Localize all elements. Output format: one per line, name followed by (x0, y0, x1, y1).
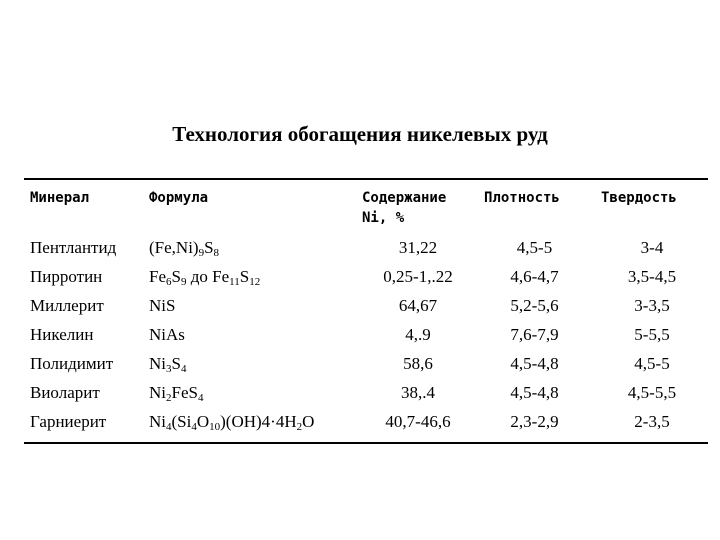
mineral-formula: $Ni_3S_4$ (149, 354, 187, 375)
ni-content: 40,7-46,6 (385, 412, 451, 431)
mineral-formula: NiAs (149, 325, 185, 344)
mineral-name: Пирротин (30, 267, 103, 286)
mineral-formula: NiS (149, 296, 176, 315)
density-value: 4,5-5 (516, 238, 553, 257)
hardness-value: 4,5-5 (634, 354, 670, 373)
header-mineral: Минерал (30, 190, 90, 206)
header-hardness: Твердость (601, 190, 677, 206)
mineral-name: Гарниерит (30, 412, 107, 431)
mineral-formula: $Ni_4(Si_4O_{10})(OH)4\cdot 4H_2O$ (149, 412, 315, 433)
mineral-formula: $Ni_2FeS_4$ (149, 383, 204, 404)
ni-content: 31,22 (398, 238, 438, 257)
mineral-name: Никелин (30, 325, 94, 344)
header-content: Содержание (362, 190, 447, 206)
page-title: Технология обогащения никелевых руд (172, 122, 548, 146)
density-value: 4,6-4,7 (510, 267, 559, 286)
ni-content: 38,.4 (401, 383, 435, 402)
ni-content: 58,6 (403, 354, 433, 373)
mineral-formula: $(Fe,Ni)_9S_8$ (149, 238, 220, 259)
header-content-unit: Ni, % (362, 210, 405, 226)
hardness-value: 2-3,5 (634, 412, 670, 431)
density-value: 4,5-4,8 (510, 383, 559, 402)
hardness-value: 4,5-5,5 (627, 383, 677, 402)
hardness-value: 3-3,5 (634, 296, 670, 315)
mineral-name: Виоларит (30, 383, 100, 402)
table-top-rule (24, 178, 708, 180)
mineral-formula: $Fe_6S_9$ до $Fe_{11}S_{12}$ (149, 267, 261, 288)
hardness-value: 5-5,5 (634, 325, 670, 344)
table-bottom-rule (24, 442, 708, 444)
header-density: Плотность (484, 190, 560, 206)
mineral-name: Полидимит (30, 354, 114, 373)
header-formula: Формула (149, 190, 209, 206)
mineral-name: Пентлантид (30, 238, 117, 257)
mineral-name: Миллерит (30, 296, 104, 315)
density-value: 7,6-7,9 (510, 325, 559, 344)
ni-content: 0,25-1,.22 (383, 267, 453, 286)
hardness-value: 3,5-4,5 (627, 267, 677, 286)
hardness-value: 3-4 (640, 238, 664, 257)
density-value: 4,5-4,8 (510, 354, 559, 373)
density-value: 2,3-2,9 (510, 412, 559, 431)
density-value: 5,2-5,6 (510, 296, 559, 315)
ni-content: 4,.9 (405, 325, 431, 344)
ni-content: 64,67 (398, 296, 438, 315)
